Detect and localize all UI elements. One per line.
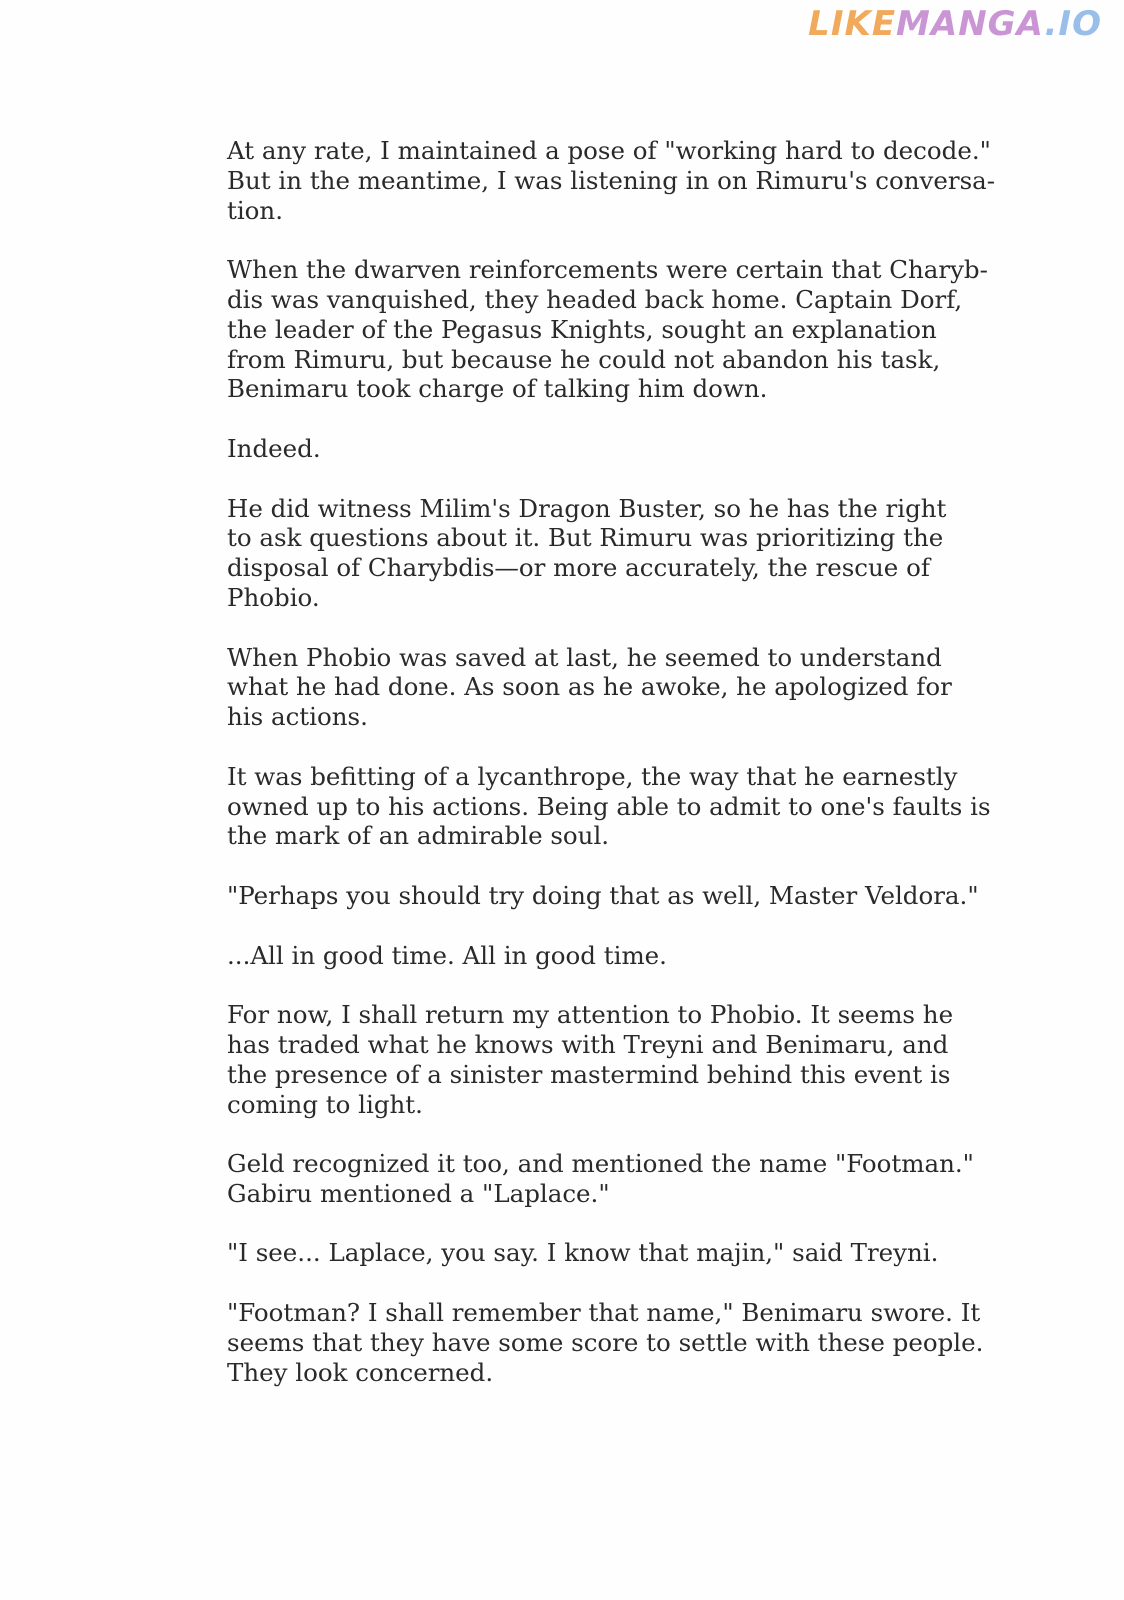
watermark-part-2: MANGA (896, 4, 1045, 44)
text-line: owned up to his actions. Being able to admit to one's faults is (227, 791, 991, 821)
text-line: the presence of a sinister mastermind behind this event is (227, 1059, 951, 1089)
paragraph (227, 136, 996, 225)
text-line: ...All in good time. All in good time. (227, 940, 667, 970)
paragraph (227, 941, 887, 971)
watermark-part-3: .IO (1044, 4, 1102, 44)
text-line: "I see... Laplace, you say. I know that majin," said Treyni. (227, 1238, 939, 1268)
text-line: dis was vanquished, they headed back home. Captain Dorf, (227, 284, 963, 314)
paragraph (227, 255, 988, 404)
watermark-part-1: LIKE (808, 4, 897, 44)
text-line: Indeed. (227, 433, 321, 463)
text-line: from Rimuru, but because he could not abandon his task, (227, 344, 941, 374)
text-line: At any rate, I maintained a pose of "working hard to decode." (227, 136, 991, 165)
text-line: It was befitting of a lycanthrope, the way that he earnestly (227, 761, 958, 791)
text-line: disposal of Charybdis—or more accurately, the rescue of (227, 553, 930, 583)
text-line: has traded what he knows with Treyni and Benimaru, and (227, 1029, 949, 1059)
paragraph (227, 880, 979, 911)
paragraph (227, 1149, 974, 1209)
paragraph (227, 493, 947, 613)
text-line: the leader of the Pegasus Knights, sought an explanation (227, 314, 937, 344)
text-line: tion. (227, 195, 283, 225)
watermark-logo (808, 4, 1102, 44)
paragraph (227, 1000, 954, 1119)
text-line: Geld recognized it too, and mentioned the name "Footman." (227, 1149, 974, 1179)
text-line: coming to light. (227, 1089, 423, 1119)
text-line: They look concerned. (227, 1357, 494, 1387)
text-line: Gabiru mentioned a "Laplace." (227, 1178, 610, 1208)
text-line: the mark of an admirable soul. (227, 821, 610, 851)
text-line: "Perhaps you should try doing that as well, Master Veldora." (227, 880, 979, 910)
paragraph (227, 642, 952, 732)
paragraph (227, 1238, 939, 1268)
text-line: his actions. (227, 702, 368, 732)
text-line: Benimaru took charge of talking him down. (227, 374, 768, 404)
text-line: Phobio. (227, 582, 320, 612)
text-line: When the dwarven reinforcements were certain that Charyb- (227, 255, 988, 285)
paragraph (227, 434, 887, 464)
text-line: He did witness Milim's Dragon Buster, so he has the right (227, 493, 947, 523)
text-line: For now, I shall return my attention to Phobio. It seems he (227, 1000, 954, 1030)
text-line: But in the meantime, I was listening in on Rimuru's conversa- (227, 165, 996, 195)
text-line: seems that they have some score to settle with these people. (227, 1327, 984, 1357)
text-line: to ask questions about it. But Rimuru was prioritizing the (227, 523, 944, 553)
text-line: what he had done. As soon as he awoke, he apologized for (227, 672, 952, 702)
paragraph (227, 761, 991, 851)
paragraph (227, 1298, 984, 1387)
text-line: When Phobio was saved at last, he seemed to understand (227, 642, 942, 672)
text-body (227, 136, 996, 1417)
text-line: "Footman? I shall remember that name," Benimaru swore. It (227, 1298, 981, 1328)
